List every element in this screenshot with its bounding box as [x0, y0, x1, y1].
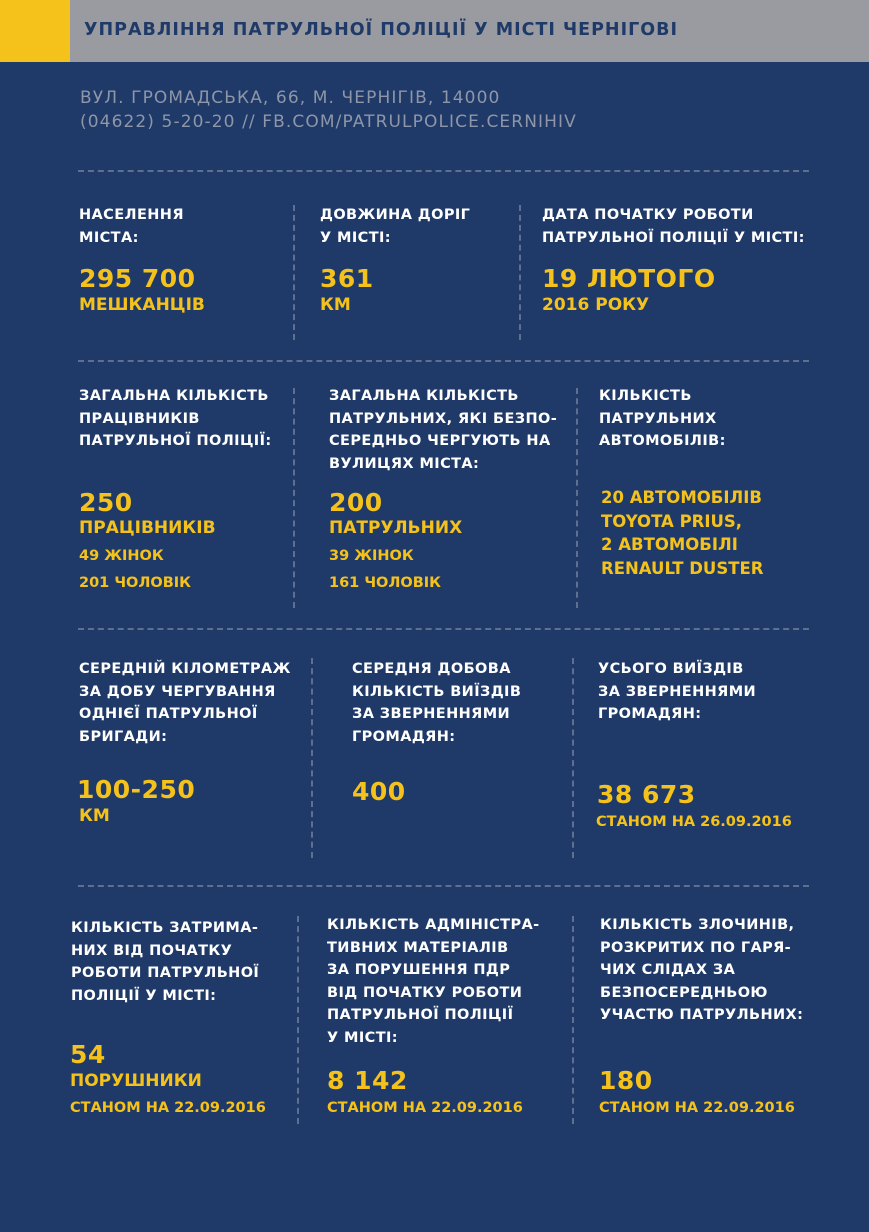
stat-label: ДОВЖИНА ДОРІГ У МІСТІ:: [320, 207, 471, 246]
stat-label: СЕРЕДНЯ ДОБОВА КІЛЬКІСТЬ ВИЇЗДІВ ЗА ЗВЕРНЕННЯМИ ГРОМАДЯН:: [352, 661, 522, 745]
stat-value: 8 142: [327, 1066, 408, 1095]
stat-unit: КМ: [320, 295, 351, 315]
stat-note: СТАНОМ НА 22.09.2016: [70, 1100, 266, 1116]
header-bar: [0, 0, 869, 62]
stat-unit: ПРАЦІВНИКІВ: [79, 518, 216, 538]
stat-value: 361: [320, 264, 374, 293]
column-divider: [572, 658, 574, 858]
stat-label: КІЛЬКІСТЬ АДМІНІСТРА- ТИВНИХ МАТЕРІАЛІВ ЗА ПОРУШЕННЯ ПДР ВІД ПОЧАТКУ РОБОТИ ПАТРУЛЬНОЇ ПОЛІЦІЇ У МІСТІ:: [327, 917, 540, 1046]
stat-label: ЗАГАЛЬНА КІЛЬКІСТЬ ПАТРУЛЬНИХ, ЯКІ БЕЗПО- СЕРЕДНЬО ЧЕРГУЮТЬ НА ВУЛИЦЯХ МІСТА:: [329, 388, 558, 472]
stat-label: ЗАГАЛЬНА КІЛЬКІСТЬ ПРАЦІВНИКІВ ПАТРУЛЬНОЇ ПОЛІЦІЇ:: [79, 388, 272, 449]
stat-unit: МЕШКАНЦІВ: [79, 295, 205, 315]
stat-note: СТАНОМ НА 22.09.2016: [327, 1100, 523, 1116]
stat-unit: КМ: [79, 806, 110, 826]
stat-label: НАСЕЛЕННЯ МІСТА:: [79, 207, 184, 246]
stat-value: 54: [70, 1040, 106, 1069]
stat-value: 38 673: [597, 780, 696, 809]
column-divider: [293, 205, 295, 340]
stat-value: 100-250: [77, 775, 196, 804]
cars-list: 20 АВТОМОБІЛІВ TOYOTA PRIUS, 2 АВТОМОБІЛІ RENAULT DUSTER: [601, 488, 764, 578]
divider: [78, 360, 809, 362]
stat-label: КІЛЬКІСТЬ ЗАТРИМА- НИХ ВІД ПОЧАТКУ РОБОТИ ПАТРУЛЬНОЇ ПОЛІЦІЇ У МІСТІ:: [71, 920, 260, 1004]
stat-men: 161 ЧОЛОВІК: [329, 575, 442, 591]
column-divider: [311, 658, 313, 858]
stat-note: СТАНОМ НА 22.09.2016: [599, 1100, 795, 1116]
contact-line: (04622) 5-20-20 // FB.COM/PATRULPOLICE.CERNIHIV: [80, 112, 577, 132]
stat-unit: ПАТРУЛЬНИХ: [329, 518, 463, 538]
divider: [78, 628, 809, 630]
stat-label: УСЬОГО ВИЇЗДІВ ЗА ЗВЕРНЕННЯМИ ГРОМАДЯН:: [598, 661, 757, 722]
stat-value: 295 700: [79, 264, 196, 293]
stat-unit: 2016 РОКУ: [542, 295, 650, 315]
page-title: УПРАВЛІННЯ ПАТРУЛЬНОЇ ПОЛІЦІЇ У МІСТІ ЧЕРНІГОВІ: [84, 20, 678, 40]
divider: [78, 885, 809, 887]
column-divider: [293, 388, 295, 608]
column-divider: [297, 916, 299, 1124]
stat-value: 180: [599, 1066, 653, 1095]
stat-value: 19 ЛЮТОГО: [542, 264, 716, 293]
column-divider: [576, 388, 578, 608]
column-divider: [519, 205, 521, 340]
column-divider: [572, 916, 574, 1124]
stat-women: 39 ЖІНОК: [329, 548, 414, 564]
stat-label: ДАТА ПОЧАТКУ РОБОТИ ПАТРУЛЬНОЇ ПОЛІЦІЇ У МІСТІ:: [542, 207, 805, 246]
stat-value: 250: [79, 488, 133, 517]
address-line: ВУЛ. ГРОМАДСЬКА, 66, М. ЧЕРНІГІВ, 14000: [80, 88, 501, 108]
stat-label: КІЛЬКІСТЬ ЗЛОЧИНІВ, РОЗКРИТИХ ПО ГАРЯ- ЧИХ СЛІДАХ ЗА БЕЗПОСЕРЕДНЬОЮ УЧАСТЮ ПАТРУЛЬНИХ:: [600, 917, 804, 1023]
stat-women: 49 ЖІНОК: [79, 548, 164, 564]
header-accent: [0, 0, 70, 62]
address-block: [80, 86, 577, 134]
stat-label: КІЛЬКІСТЬ ПАТРУЛЬНИХ АВТОМОБІЛІВ:: [599, 388, 726, 449]
stat-note: СТАНОМ НА 26.09.2016: [596, 814, 792, 830]
divider: [78, 170, 809, 172]
stat-men: 201 ЧОЛОВІК: [79, 575, 192, 591]
stat-unit: ПОРУШНИКИ: [70, 1071, 202, 1091]
stat-value: 400: [352, 777, 406, 806]
stat-label: СЕРЕДНІЙ КІЛОМЕТРАЖ ЗА ДОБУ ЧЕРГУВАННЯ ОДНІЄЇ ПАТРУЛЬНОЇ БРИГАДИ:: [79, 661, 291, 745]
stat-value: 200: [329, 488, 383, 517]
